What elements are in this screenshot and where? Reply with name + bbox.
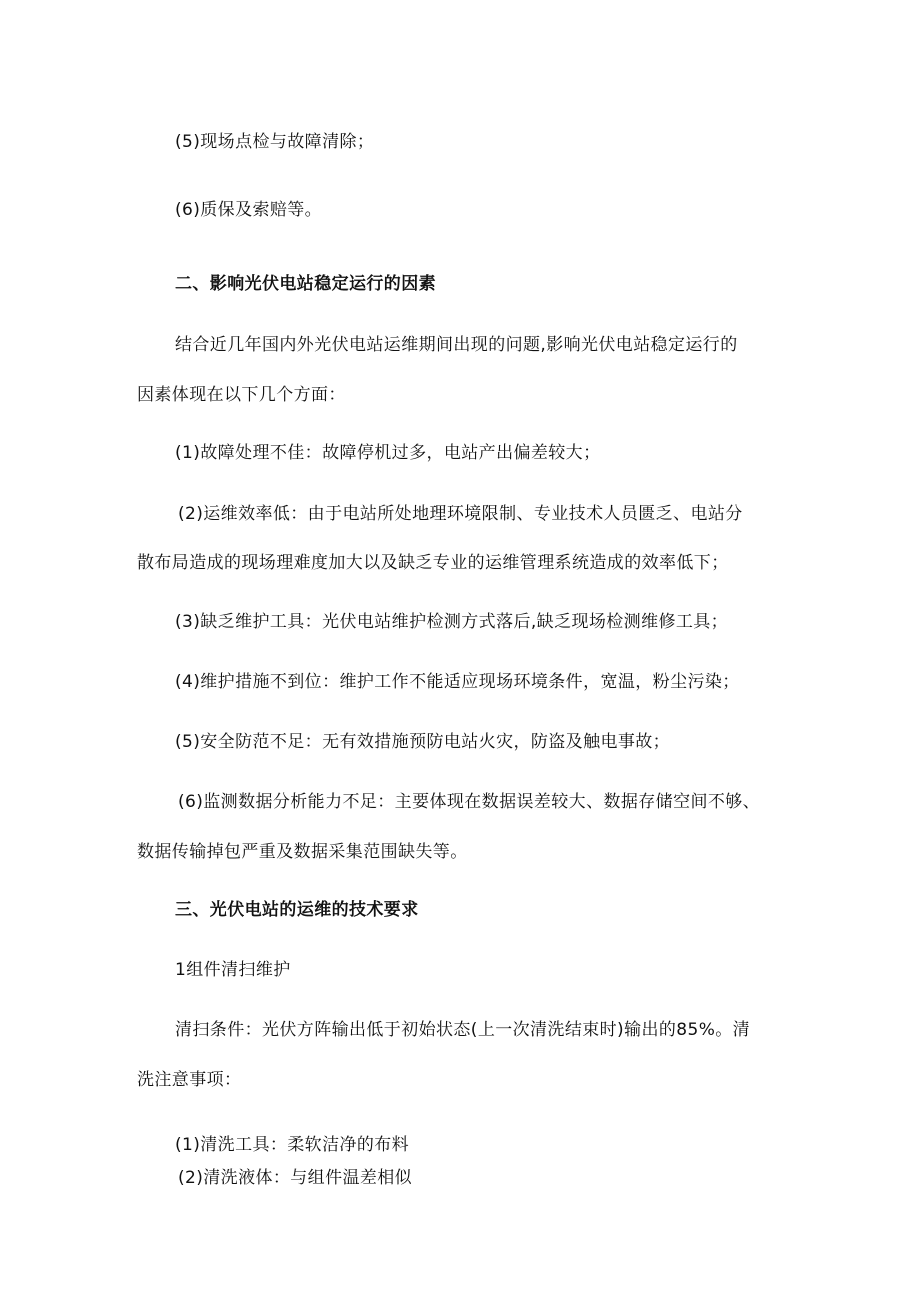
cleaning-note-1: (1)清洗工具：柔软洁净的布料 (175, 1135, 410, 1155)
cleaning-condition-line-2: 洗注意事项： (137, 1070, 242, 1090)
factor-5: (5)安全防范不足：无有效措施预防电站火灾，防盗及触电事故； (175, 732, 671, 752)
section-2-intro-line-1: 结合近几年国内外光伏电站运维期间出现的问题,影响光伏电站稳定运行的 (175, 335, 738, 355)
cleaning-condition-line-1: 清扫条件：光伏方阵输出低于初始状态(上一次清洗结束时)输出的85%。清 (175, 1020, 751, 1040)
factor-2-line-2: 散布局造成的现场理难度加大以及缺乏专业的运维管理系统造成的效率低下； (137, 553, 729, 573)
factor-2-line-1: (2)运维效率低：由于电站所处地理环境限制、专业技术人员匮乏、电站分 (178, 504, 743, 524)
factor-6-line-1: (6)监测数据分析能力不足：主要体现在数据误差较大、数据存储空间不够、 (178, 792, 761, 812)
list-item-5: (5)现场点检与故障清除； (175, 132, 375, 152)
factor-3: (3)缺乏维护工具：光伏电站维护检测方式落后,缺乏现场检测维修工具； (175, 612, 729, 632)
factor-1: (1)故障处理不佳：故障停机过多，电站产出偏差较大； (175, 443, 601, 463)
section-2-heading: 二、影响光伏电站稳定运行的因素 (175, 274, 436, 294)
list-item-6: (6)质保及索赔等。 (175, 200, 323, 220)
factor-4: (4)维护措施不到位：维护工作不能适应现场环境条件，宽温，粉尘污染； (175, 672, 740, 692)
factor-6-line-2: 数据传输掉包严重及数据采集范围缺失等。 (137, 842, 468, 862)
section-2-intro-line-2: 因素体现在以下几个方面： (137, 385, 346, 405)
section-3-subheading: 1组件清扫维护 (175, 960, 291, 980)
section-3-heading: 三、光伏电站的运维的技术要求 (175, 900, 419, 920)
cleaning-note-2: (2)清洗液体：与组件温差相似 (178, 1168, 413, 1188)
